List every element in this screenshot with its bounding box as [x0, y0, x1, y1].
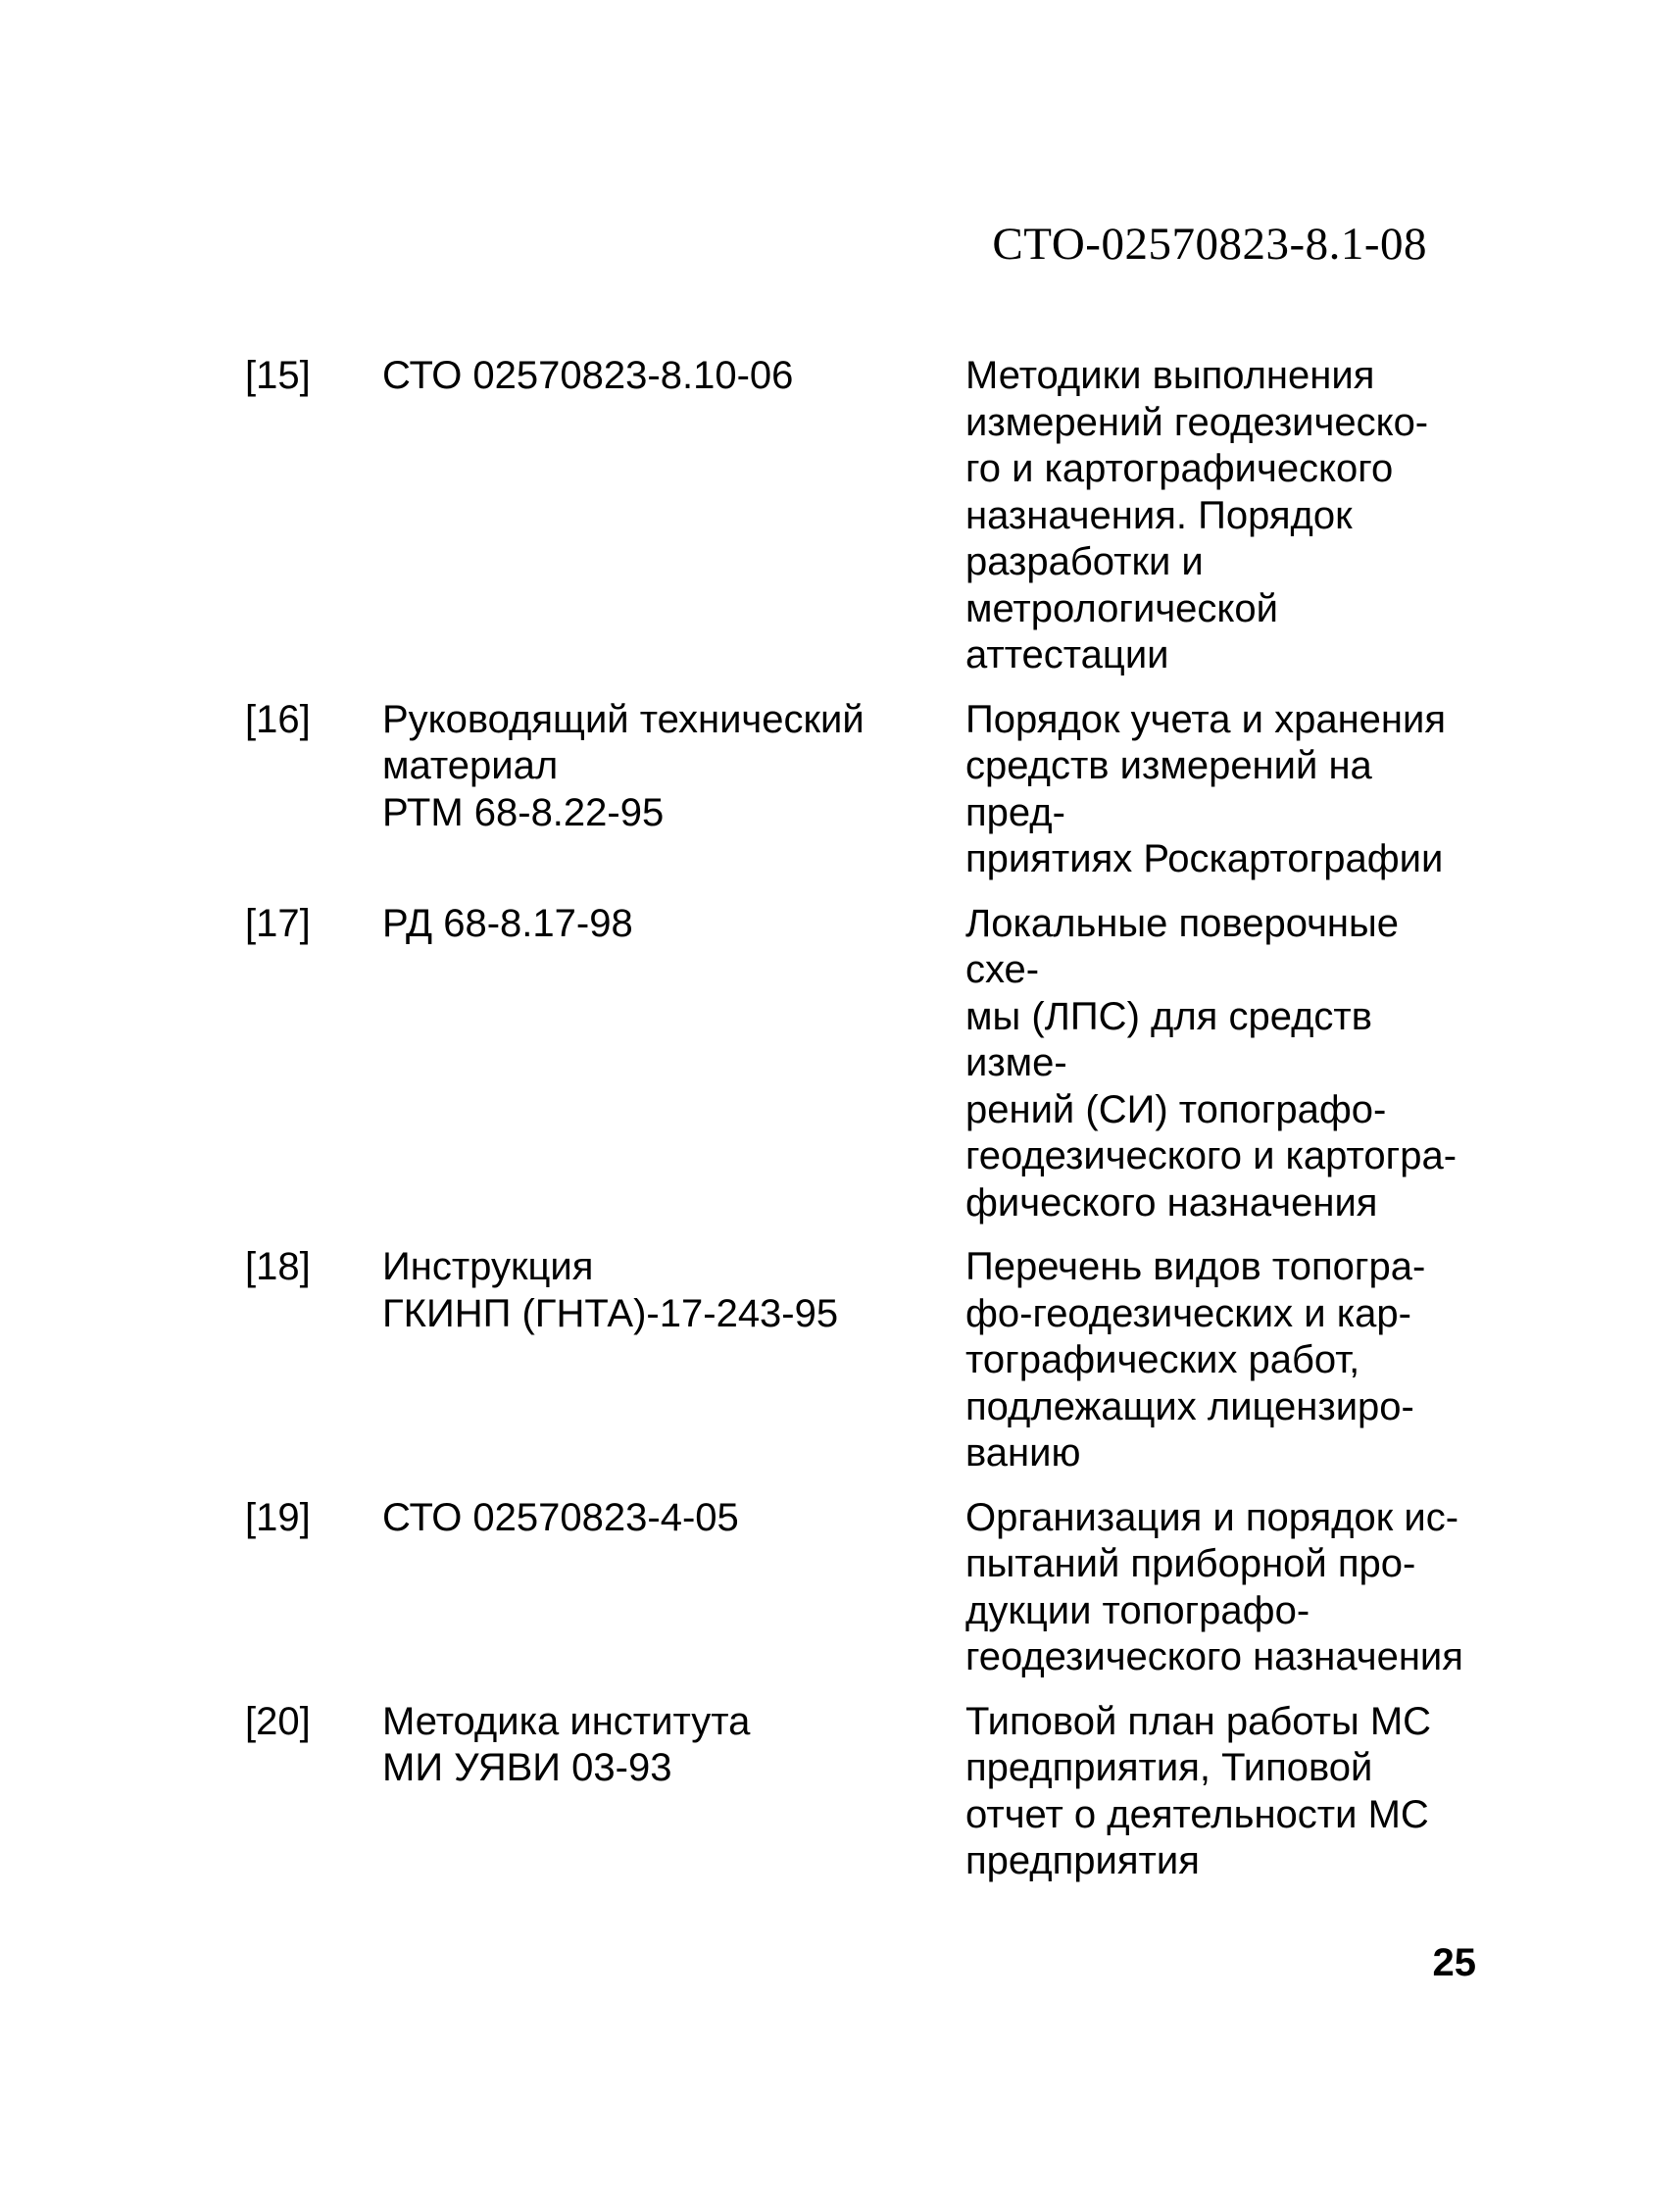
reference-title: Локальные поверочные схе- мы (ЛПС) для средств изме- рений (СИ) топографо- геодезического и картогра- фического назначения: [965, 901, 1458, 1225]
reference-row: [0, 901, 1680, 1227]
reference-title: Типовой план работы МС предприятия, Типовой отчет о деятельности МС предприятия: [965, 1699, 1432, 1882]
reference-number: [17]: [245, 901, 311, 945]
document-code: СТО-02570823-8.1-08: [992, 219, 1427, 270]
reference-number: [20]: [245, 1699, 311, 1743]
reference-row: [0, 697, 1680, 883]
reference-row: [0, 1699, 1680, 1885]
reference-title: Порядок учета и хранения средств измерений на пред- приятиях Роскартографии: [965, 697, 1447, 880]
page-number: 25: [1432, 1941, 1476, 1984]
reference-number: [16]: [245, 697, 311, 741]
reference-document: Методика института МИ УЯВИ 03-93: [382, 1699, 751, 1789]
reference-number: [19]: [245, 1495, 311, 1539]
reference-row: [0, 1495, 1680, 1681]
reference-document: РД 68-8.17-98: [382, 901, 633, 945]
reference-list: [0, 353, 1680, 1903]
reference-document: СТО 02570823-8.10-06: [382, 354, 794, 397]
reference-document: СТО 02570823-4-05: [382, 1495, 739, 1539]
reference-document: Инструкция ГКИНП (ГНТА)-17-243-95: [382, 1245, 839, 1335]
reference-number: [15]: [245, 354, 311, 397]
reference-number: [18]: [245, 1245, 311, 1288]
reference-title: Перечень видов топогра- фо-геодезических и кар- тографических работ, подлежащих лицензиро- ванию: [965, 1245, 1426, 1475]
reference-row: [0, 353, 1680, 679]
reference-document: Руководящий технический материал РТМ 68-8.22-95: [382, 697, 865, 834]
reference-title: Организация и порядок ис- пытаний приборной про- дукции топографо- геодезического назначения: [965, 1495, 1463, 1678]
reference-title: Методики выполнения измерений геодезическо- го и картографического назначения. Порядок разработки и метрологической аттестации: [965, 354, 1429, 676]
reference-row: [0, 1244, 1680, 1477]
